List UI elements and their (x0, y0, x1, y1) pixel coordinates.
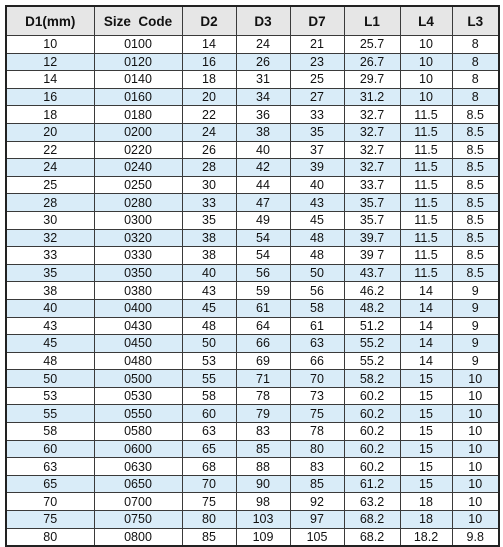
cell-d7: 78 (290, 423, 344, 441)
cell-l4: 10 (400, 36, 452, 54)
cell-d1: 33 (6, 247, 94, 265)
cell-l3: 10 (452, 493, 499, 511)
cell-l1: 55.2 (344, 352, 400, 370)
cell-l3: 10 (452, 475, 499, 493)
cell-l4: 11.5 (400, 123, 452, 141)
cell-size-code: 0120 (94, 53, 182, 71)
cell-d1: 20 (6, 123, 94, 141)
cell-d2: 38 (182, 229, 236, 247)
cell-d1: 10 (6, 36, 94, 54)
cell-d1: 35 (6, 264, 94, 282)
cell-d1: 43 (6, 317, 94, 335)
cell-d2: 18 (182, 71, 236, 89)
cell-d3: 54 (236, 247, 290, 265)
table-body (6, 36, 499, 547)
cell-d7: 56 (290, 282, 344, 300)
cell-l1: 32.7 (344, 123, 400, 141)
table-row (6, 370, 499, 388)
cell-l3: 9 (452, 299, 499, 317)
cell-d3: 54 (236, 229, 290, 247)
table-row (6, 282, 499, 300)
cell-d3: 44 (236, 176, 290, 194)
cell-d3: 36 (236, 106, 290, 124)
cell-d3: 109 (236, 528, 290, 546)
cell-l3: 8.5 (452, 229, 499, 247)
cell-d7: 75 (290, 405, 344, 423)
cell-l4: 11.5 (400, 229, 452, 247)
cell-size-code: 0200 (94, 123, 182, 141)
cell-l3: 9 (452, 352, 499, 370)
table-row (6, 53, 499, 71)
cell-d3: 69 (236, 352, 290, 370)
cell-d3: 83 (236, 423, 290, 441)
cell-d1: 63 (6, 458, 94, 476)
cell-l1: 33.7 (344, 176, 400, 194)
cell-l1: 31.2 (344, 88, 400, 106)
cell-l4: 18 (400, 511, 452, 529)
dimension-spec-table (5, 5, 500, 547)
cell-d1: 18 (6, 106, 94, 124)
cell-size-code: 0700 (94, 493, 182, 511)
cell-d7: 61 (290, 317, 344, 335)
cell-d2: 20 (182, 88, 236, 106)
cell-d1: 60 (6, 440, 94, 458)
table-row (6, 387, 499, 405)
table-row (6, 123, 499, 141)
table-row (6, 71, 499, 89)
cell-d3: 42 (236, 159, 290, 177)
cell-d2: 22 (182, 106, 236, 124)
table-row (6, 335, 499, 353)
cell-d3: 64 (236, 317, 290, 335)
cell-d1: 55 (6, 405, 94, 423)
cell-d1: 48 (6, 352, 94, 370)
header-l1: L1 (344, 6, 400, 36)
cell-l4: 15 (400, 475, 452, 493)
cell-size-code: 0180 (94, 106, 182, 124)
cell-l4: 11.5 (400, 141, 452, 159)
cell-d2: 63 (182, 423, 236, 441)
cell-size-code: 0220 (94, 141, 182, 159)
cell-l4: 15 (400, 387, 452, 405)
cell-l1: 60.2 (344, 440, 400, 458)
cell-l1: 48.2 (344, 299, 400, 317)
table-row (6, 106, 499, 124)
table-row (6, 352, 499, 370)
cell-d3: 56 (236, 264, 290, 282)
cell-size-code: 0650 (94, 475, 182, 493)
cell-size-code: 0330 (94, 247, 182, 265)
cell-d7: 97 (290, 511, 344, 529)
cell-d2: 35 (182, 211, 236, 229)
cell-d1: 53 (6, 387, 94, 405)
cell-l4: 11.5 (400, 106, 452, 124)
header-d7: D7 (290, 6, 344, 36)
cell-l1: 46.2 (344, 282, 400, 300)
cell-l1: 68.2 (344, 511, 400, 529)
cell-d2: 80 (182, 511, 236, 529)
cell-d7: 85 (290, 475, 344, 493)
cell-l3: 8.5 (452, 176, 499, 194)
cell-d2: 33 (182, 194, 236, 212)
cell-l4: 15 (400, 405, 452, 423)
cell-l4: 10 (400, 88, 452, 106)
table-row (6, 229, 499, 247)
cell-d2: 53 (182, 352, 236, 370)
cell-d2: 40 (182, 264, 236, 282)
table-row (6, 493, 499, 511)
table-row (6, 176, 499, 194)
cell-d1: 50 (6, 370, 94, 388)
spec-table-container (5, 5, 498, 547)
cell-d2: 55 (182, 370, 236, 388)
cell-l3: 8.5 (452, 247, 499, 265)
cell-l3: 8.5 (452, 106, 499, 124)
cell-l4: 11.5 (400, 264, 452, 282)
cell-d1: 28 (6, 194, 94, 212)
cell-d7: 50 (290, 264, 344, 282)
cell-d1: 32 (6, 229, 94, 247)
cell-d1: 58 (6, 423, 94, 441)
cell-d3: 59 (236, 282, 290, 300)
cell-l3: 8.5 (452, 123, 499, 141)
cell-d3: 98 (236, 493, 290, 511)
cell-l3: 9 (452, 335, 499, 353)
cell-size-code: 0400 (94, 299, 182, 317)
cell-l4: 11.5 (400, 159, 452, 177)
cell-d3: 34 (236, 88, 290, 106)
cell-size-code: 0320 (94, 229, 182, 247)
cell-size-code: 0580 (94, 423, 182, 441)
cell-d3: 78 (236, 387, 290, 405)
cell-d2: 50 (182, 335, 236, 353)
cell-d3: 24 (236, 36, 290, 54)
cell-l3: 10 (452, 440, 499, 458)
cell-l1: 51.2 (344, 317, 400, 335)
cell-l3: 9 (452, 317, 499, 335)
cell-l4: 15 (400, 440, 452, 458)
cell-d7: 83 (290, 458, 344, 476)
cell-size-code: 0350 (94, 264, 182, 282)
cell-l4: 15 (400, 423, 452, 441)
cell-l1: 58.2 (344, 370, 400, 388)
cell-size-code: 0240 (94, 159, 182, 177)
cell-d3: 47 (236, 194, 290, 212)
cell-d7: 92 (290, 493, 344, 511)
cell-l1: 39 7 (344, 247, 400, 265)
cell-size-code: 0500 (94, 370, 182, 388)
cell-d3: 61 (236, 299, 290, 317)
cell-d7: 43 (290, 194, 344, 212)
cell-l3: 8.5 (452, 194, 499, 212)
cell-d2: 45 (182, 299, 236, 317)
cell-d2: 26 (182, 141, 236, 159)
cell-l4: 14 (400, 352, 452, 370)
cell-d2: 85 (182, 528, 236, 546)
cell-d7: 80 (290, 440, 344, 458)
cell-d1: 38 (6, 282, 94, 300)
cell-l4: 11.5 (400, 176, 452, 194)
cell-size-code: 0800 (94, 528, 182, 546)
cell-l3: 8 (452, 36, 499, 54)
cell-l1: 60.2 (344, 387, 400, 405)
cell-l1: 26.7 (344, 53, 400, 71)
header-l3: L3 (452, 6, 499, 36)
cell-size-code: 0380 (94, 282, 182, 300)
cell-d3: 49 (236, 211, 290, 229)
cell-d3: 71 (236, 370, 290, 388)
cell-d2: 48 (182, 317, 236, 335)
cell-size-code: 0630 (94, 458, 182, 476)
cell-l3: 8 (452, 71, 499, 89)
cell-l3: 8 (452, 53, 499, 71)
cell-l3: 10 (452, 511, 499, 529)
cell-l1: 68.2 (344, 528, 400, 546)
cell-l1: 63.2 (344, 493, 400, 511)
cell-l3: 9.8 (452, 528, 499, 546)
cell-l4: 18.2 (400, 528, 452, 546)
cell-d1: 16 (6, 88, 94, 106)
cell-size-code: 0100 (94, 36, 182, 54)
cell-d2: 65 (182, 440, 236, 458)
table-row (6, 247, 499, 265)
cell-d7: 39 (290, 159, 344, 177)
cell-size-code: 0300 (94, 211, 182, 229)
cell-size-code: 0530 (94, 387, 182, 405)
table-row (6, 528, 499, 546)
cell-size-code: 0750 (94, 511, 182, 529)
table-row (6, 88, 499, 106)
header-d1: D1(mm) (6, 6, 94, 36)
table-row (6, 458, 499, 476)
table-row (6, 299, 499, 317)
table-row (6, 141, 499, 159)
cell-d2: 58 (182, 387, 236, 405)
cell-d3: 85 (236, 440, 290, 458)
cell-size-code: 0550 (94, 405, 182, 423)
cell-d3: 66 (236, 335, 290, 353)
cell-l3: 10 (452, 370, 499, 388)
cell-d7: 40 (290, 176, 344, 194)
cell-l4: 18 (400, 493, 452, 511)
table-row (6, 440, 499, 458)
cell-l3: 8.5 (452, 141, 499, 159)
table-row (6, 511, 499, 529)
cell-d3: 26 (236, 53, 290, 71)
cell-l4: 11.5 (400, 194, 452, 212)
cell-size-code: 0430 (94, 317, 182, 335)
table-row (6, 423, 499, 441)
cell-size-code: 0160 (94, 88, 182, 106)
cell-l1: 60.2 (344, 405, 400, 423)
cell-d1: 80 (6, 528, 94, 546)
cell-d3: 103 (236, 511, 290, 529)
cell-d2: 43 (182, 282, 236, 300)
cell-d3: 31 (236, 71, 290, 89)
cell-d7: 73 (290, 387, 344, 405)
cell-d7: 48 (290, 247, 344, 265)
cell-l3: 8 (452, 88, 499, 106)
cell-d1: 65 (6, 475, 94, 493)
cell-size-code: 0140 (94, 71, 182, 89)
cell-d7: 58 (290, 299, 344, 317)
cell-d1: 12 (6, 53, 94, 71)
cell-l1: 43.7 (344, 264, 400, 282)
cell-d2: 28 (182, 159, 236, 177)
cell-l1: 32.7 (344, 159, 400, 177)
cell-l1: 55.2 (344, 335, 400, 353)
table-row (6, 264, 499, 282)
cell-d7: 37 (290, 141, 344, 159)
cell-d2: 60 (182, 405, 236, 423)
cell-d1: 75 (6, 511, 94, 529)
cell-l1: 60.2 (344, 458, 400, 476)
cell-d2: 70 (182, 475, 236, 493)
cell-l1: 35.7 (344, 194, 400, 212)
cell-d3: 40 (236, 141, 290, 159)
cell-l4: 11.5 (400, 247, 452, 265)
cell-d7: 48 (290, 229, 344, 247)
cell-size-code: 0600 (94, 440, 182, 458)
cell-size-code: 0450 (94, 335, 182, 353)
cell-l1: 29.7 (344, 71, 400, 89)
cell-d2: 38 (182, 247, 236, 265)
cell-d2: 14 (182, 36, 236, 54)
cell-d1: 45 (6, 335, 94, 353)
cell-l3: 10 (452, 458, 499, 476)
cell-size-code: 0250 (94, 176, 182, 194)
cell-l4: 15 (400, 370, 452, 388)
cell-d1: 25 (6, 176, 94, 194)
cell-l1: 39.7 (344, 229, 400, 247)
cell-d7: 105 (290, 528, 344, 546)
cell-d1: 70 (6, 493, 94, 511)
cell-l3: 8.5 (452, 159, 499, 177)
header-l4: L4 (400, 6, 452, 36)
cell-l1: 25.7 (344, 36, 400, 54)
cell-l1: 32.7 (344, 141, 400, 159)
cell-size-code: 0480 (94, 352, 182, 370)
cell-d2: 16 (182, 53, 236, 71)
cell-d3: 90 (236, 475, 290, 493)
cell-d3: 79 (236, 405, 290, 423)
cell-l3: 9 (452, 282, 499, 300)
table-row (6, 317, 499, 335)
cell-l1: 35.7 (344, 211, 400, 229)
cell-l4: 14 (400, 335, 452, 353)
cell-size-code: 0280 (94, 194, 182, 212)
cell-l3: 10 (452, 405, 499, 423)
cell-d7: 63 (290, 335, 344, 353)
cell-d7: 45 (290, 211, 344, 229)
cell-d7: 33 (290, 106, 344, 124)
table-row (6, 475, 499, 493)
cell-l1: 61.2 (344, 475, 400, 493)
cell-l4: 14 (400, 282, 452, 300)
cell-d2: 68 (182, 458, 236, 476)
cell-l4: 11.5 (400, 211, 452, 229)
cell-l1: 32.7 (344, 106, 400, 124)
table-row (6, 211, 499, 229)
cell-d2: 75 (182, 493, 236, 511)
cell-d7: 66 (290, 352, 344, 370)
header-size-code: Size Code (94, 6, 182, 36)
table-row (6, 159, 499, 177)
cell-d3: 38 (236, 123, 290, 141)
cell-l3: 10 (452, 387, 499, 405)
cell-d1: 22 (6, 141, 94, 159)
cell-l4: 14 (400, 317, 452, 335)
cell-d1: 40 (6, 299, 94, 317)
header-d2: D2 (182, 6, 236, 36)
cell-d7: 35 (290, 123, 344, 141)
cell-d7: 70 (290, 370, 344, 388)
cell-l1: 60.2 (344, 423, 400, 441)
header-d3: D3 (236, 6, 290, 36)
cell-d7: 27 (290, 88, 344, 106)
cell-d2: 30 (182, 176, 236, 194)
cell-d1: 14 (6, 71, 94, 89)
table-row (6, 194, 499, 212)
table-row (6, 405, 499, 423)
cell-d7: 21 (290, 36, 344, 54)
cell-l4: 14 (400, 299, 452, 317)
cell-l3: 8.5 (452, 211, 499, 229)
cell-l4: 15 (400, 458, 452, 476)
table-header-row (6, 6, 499, 36)
cell-d2: 24 (182, 123, 236, 141)
cell-d1: 24 (6, 159, 94, 177)
cell-d3: 88 (236, 458, 290, 476)
cell-d7: 23 (290, 53, 344, 71)
cell-d7: 25 (290, 71, 344, 89)
table-row (6, 36, 499, 54)
cell-l3: 10 (452, 423, 499, 441)
cell-l4: 10 (400, 53, 452, 71)
cell-d1: 30 (6, 211, 94, 229)
cell-l4: 10 (400, 71, 452, 89)
cell-l3: 8.5 (452, 264, 499, 282)
